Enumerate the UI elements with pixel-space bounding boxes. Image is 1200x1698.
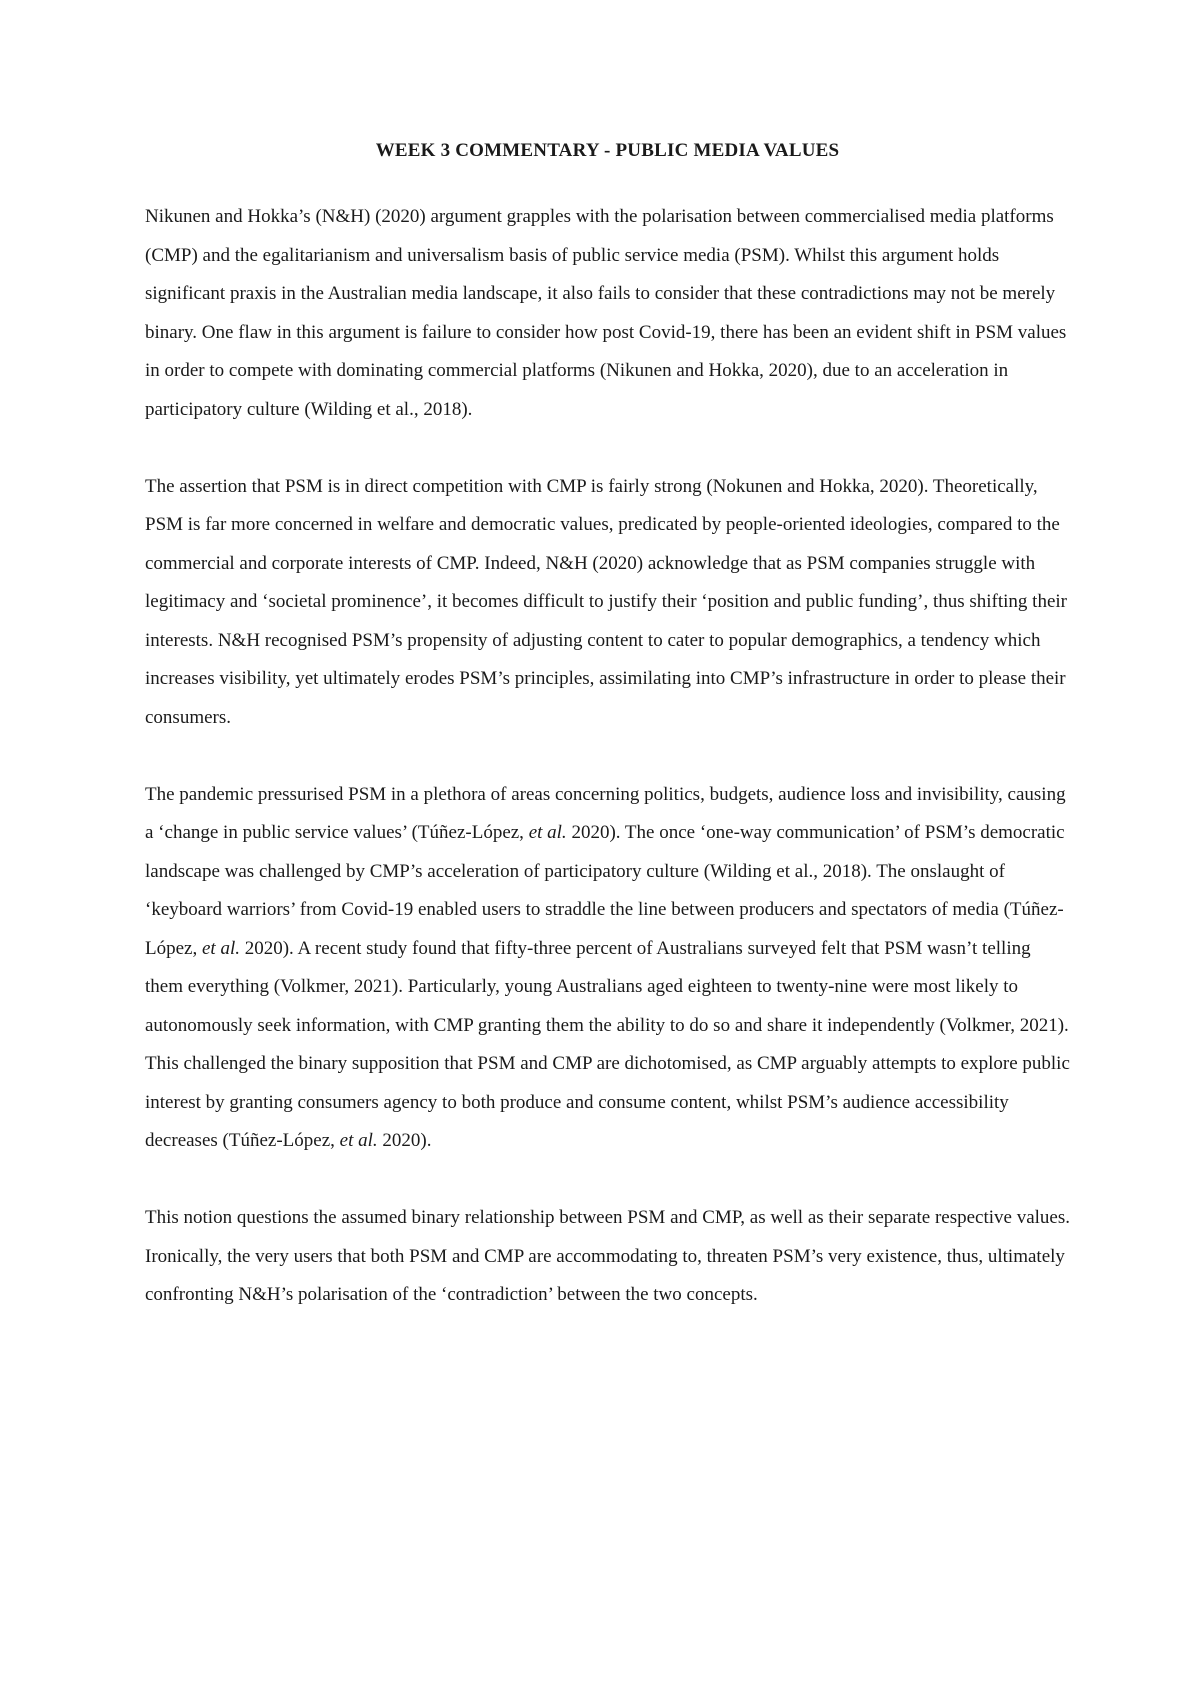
paragraph-text: 2020). The once ‘one-way communication’ of PSM’s democratic landscape was challenged by CMP’s acceleration of participatory culture (Wilding et al., 2018). The onslaught of ‘keyboard warriors’ from Covid-19 enabled users to straddle the line between producers and spectators of media (Túñez-López,	[145, 822, 1065, 959]
paragraph-text: 2020). A recent study found that fifty-three percent of Australians surveyed felt that PSM wasn’t telling them everything (Volkmer, 2021). Particularly, young Australians aged eighteen to twenty-nine were most likely to autonomously seek information, with CMP granting them the ability to do so and share it independently (Volkmer, 2021). This challenged the binary supposition that PSM and CMP are dichotomised, as CMP arguably attempts to explore public interest by granting consumers agency to both produce and consume content, whilst PSM’s audience accessibility decreases (Túñez-López,	[145, 937, 1070, 1151]
italic-citation: et al.	[201, 937, 240, 959]
italic-citation: et al.	[339, 1130, 378, 1151]
paragraph-text: Nikunen and Hokka’s (N&H) (2020) argument grapples with the polarisation between commercialised media platforms (CMP) and the egalitarianism and universalism basis of public service media (PSM). Whilst this argument holds significant praxis in the Australian media landscape, it also fails to consider that these contradictions may not be merely binary. One flaw in this argument is failure to consider how post Covid-19, there has been an evident shift in PSM values in order to compete with dominating commercial platforms (Nikunen and Hokka, 2020), due to an acceleration in participatory culture (Wilding et al., 2018).	[145, 206, 1067, 420]
paragraph-text: 2020).	[377, 1130, 432, 1151]
document-page	[145, 140, 1070, 1353]
paragraph-text: The pandemic pressurised PSM in a plethora of areas concerning politics, budgets, audience loss and invisibility, causing a ‘change in public service values’ (Túñez-López,	[145, 783, 1066, 843]
document-title: WEEK 3 COMMENTARY - PUBLIC MEDIA VALUES	[375, 140, 840, 161]
paragraph-3	[145, 776, 1070, 1161]
paragraph-4	[145, 1199, 1070, 1315]
paragraph-text: This notion questions the assumed binary relationship between PSM and CMP, as well as their separate respective values. Ironically, the very users that both PSM and CMP are accommodating to, threaten PSM’s very existence, thus, ultimately confronting N&H’s polarisation of the ‘contradiction’ between the two concepts.	[145, 1207, 1071, 1305]
paragraph-2	[145, 468, 1070, 738]
paragraph-1	[145, 198, 1070, 429]
italic-citation: et al.	[528, 822, 567, 843]
paragraph-text: The assertion that PSM is in direct competition with CMP is fairly strong (Nokunen and Hokka, 2020). Theoretically, PSM is far more concerned in welfare and democratic values, predicated by people-oriented ideologies, compared to the commercial and corporate interests of CMP. Indeed, N&H (2020) acknowledge that as PSM companies struggle with legitimacy and ‘societal prominence’, it becomes difficult to justify their ‘position and public funding’, thus shifting their interests. N&H recognised PSM’s propensity of adjusting content to cater to popular demographics, a tendency which increases visibility, yet ultimately erodes PSM’s principles, assimilating into CMP’s infrastructure in order to please their consumers.	[145, 475, 1068, 728]
